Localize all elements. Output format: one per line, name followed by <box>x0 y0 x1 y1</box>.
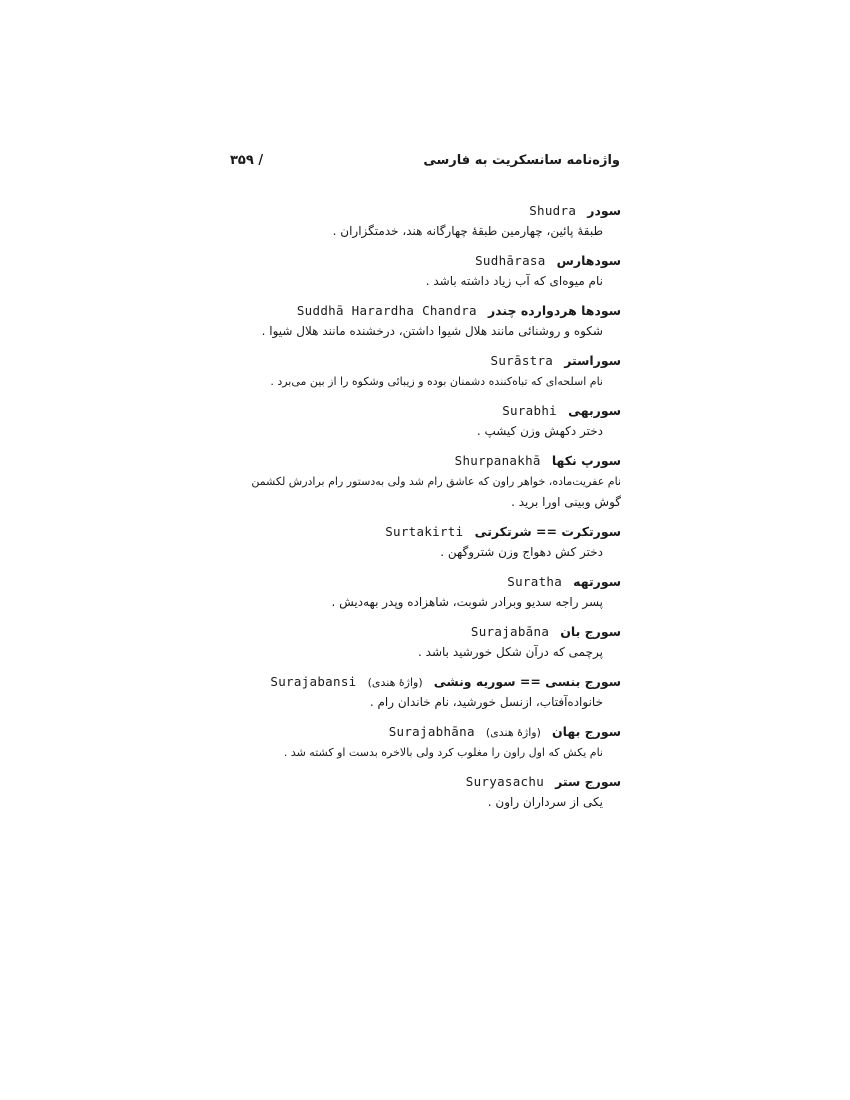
dictionary-entry <box>228 398 621 442</box>
dictionary-entry <box>228 348 621 392</box>
entry-transliteration: Surajabāna <box>470 624 550 639</box>
entry-term: سودر <box>587 203 621 218</box>
entry-definition: دختر دکهش وزن کیشپ . <box>476 424 603 438</box>
entry-definition: خانواده‌آفتاب، ازنسل خورشید، نام خاندان رام . <box>369 695 603 709</box>
entry-transliteration: Surabhi <box>502 403 557 418</box>
entry-term: سورج بهان <box>552 724 621 739</box>
entry-headline <box>228 248 621 271</box>
entry-term: سودهارس <box>556 253 621 268</box>
entry-term: سورج بنسی == سوریه ونشی <box>433 674 621 689</box>
entry-term: سوربهی <box>568 403 621 418</box>
entry-term: سودها هردوارده چندر <box>487 303 621 318</box>
entry-term: سورتهه <box>573 574 621 589</box>
entry-headline <box>228 569 621 592</box>
entry-term: سورپ نکها <box>551 453 621 468</box>
entry-definition: نام میوه‌ای که آب زیاد داشته باشد . <box>425 274 603 288</box>
entry-definition: نام یکش که اول راون را مغلوب کرد ولی بالاخره بدست او کشته شد . <box>283 746 603 759</box>
page-header <box>230 148 620 172</box>
dictionary-entry <box>228 569 621 613</box>
page-number: / ۳۵۹ <box>230 152 264 168</box>
entry-definition: پسر راجه سدیو وبرادر شوبت، شاهزاده وپدر بهه‌دیش . <box>331 595 603 609</box>
entry-headline <box>228 669 621 692</box>
entry-term: سورج ستر <box>555 774 621 789</box>
entry-definition-line: گوش وبینی اورا برید . <box>511 495 621 509</box>
entry-term: سورتکرت == شرتکرتی <box>474 524 621 539</box>
entry-transliteration: Surajabhāna <box>388 724 475 739</box>
entry-definition: طبقهٔ پائین، چهارمین طبقهٔ چهارگانه هند، خدمتگزاران . <box>332 224 603 238</box>
entry-definition: نام اسلحه‌ای که تباه‌کننده دشمنان بوده و زیبائی وشکوه را از بین می‌برد . <box>270 375 603 388</box>
dictionary-entry <box>228 769 621 813</box>
entry-headline <box>228 719 621 742</box>
entry-transliteration: Shurpanakhā <box>454 453 541 468</box>
entry-headline <box>228 519 621 542</box>
entry-note: (واژهٔ هندی) <box>485 726 541 739</box>
dictionary-entry <box>228 248 621 292</box>
entry-definition-line: نام عفریت‌ماده، خواهر راون که عاشق رام شد ولی به‌دستور رام برادرش لکشمن <box>251 475 621 488</box>
dictionary-entries <box>228 198 621 819</box>
dictionary-entry <box>228 298 621 342</box>
dictionary-entry <box>228 198 621 242</box>
entry-transliteration: Shudra <box>529 203 577 218</box>
entry-definition: دختر کش دهواج وزن شتروگهن . <box>440 545 603 559</box>
entry-headline <box>228 198 621 221</box>
entry-headline <box>228 619 621 642</box>
entry-transliteration: Surāstra <box>490 353 554 368</box>
entry-definition: شکوه و روشنائی مانند هلال شیوا داشتن، درخشنده مانند هلال شیوا . <box>261 324 603 338</box>
entry-headline <box>228 398 621 421</box>
dictionary-entry <box>228 448 621 513</box>
entry-transliteration: Suratha <box>507 574 563 589</box>
entry-transliteration: Surajabansi <box>270 674 357 689</box>
entry-transliteration: Surtakirti <box>385 524 464 539</box>
dictionary-entry <box>228 719 621 763</box>
entry-term: سورج بان <box>560 624 621 639</box>
entry-note: (واژهٔ هندی) <box>367 676 423 689</box>
dictionary-entry <box>228 669 621 713</box>
entry-definition: پرچمی که درآن شکل خورشید باشد . <box>418 645 603 659</box>
entry-transliteration: Suddhā Harardha Chandra <box>296 303 477 318</box>
entry-transliteration: Suryasachu <box>465 774 545 789</box>
entry-transliteration: Sudhārasa <box>475 253 546 268</box>
entry-headline <box>228 769 621 792</box>
entry-headline <box>228 348 621 371</box>
entry-definition: یکی از سرداران راون . <box>487 795 603 809</box>
entry-term: سوراستر <box>564 353 621 368</box>
entry-headline <box>228 448 621 471</box>
running-title: واژه‌نامه سانسکریت به فارسی <box>423 152 620 168</box>
dictionary-entry <box>228 519 621 563</box>
dictionary-entry <box>228 619 621 663</box>
entry-headline <box>228 298 621 321</box>
